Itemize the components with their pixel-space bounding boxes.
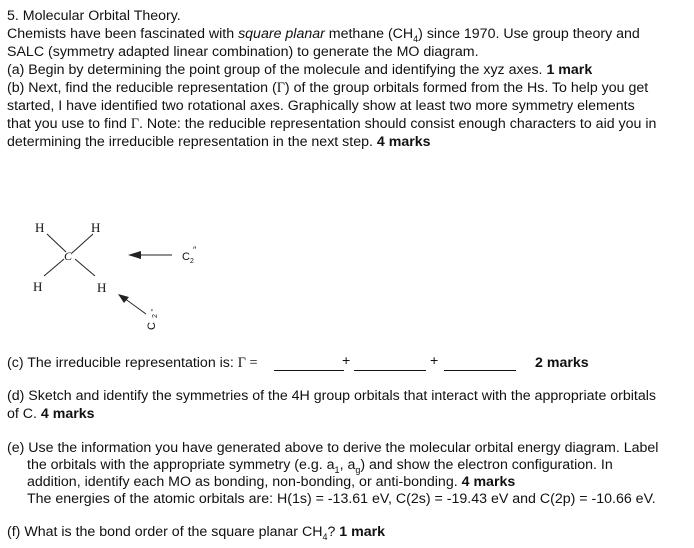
c2-prime-sub: 2 <box>152 314 159 318</box>
part-b-marks: 4 marks <box>376 134 431 150</box>
h-atom-top-left: H <box>35 220 45 235</box>
equals-sign: = <box>246 355 258 371</box>
part-b-line-2: started, I have identified two rotational axes. Graphically show at least two more symmetry elements <box>7 98 635 114</box>
subscript: g <box>355 464 361 475</box>
c2-double-prime-label: C <box>182 251 190 263</box>
part-d-line-1: (d) Sketch and identify the symmetries of the 4H group orbitals that interact with the appropriate orbitals <box>7 388 657 404</box>
c2-double-prime-sub: 2 <box>190 258 194 265</box>
prime-mark: ' <box>151 308 153 319</box>
part-b-text: ) of the group orbitals formed from the Hs. To help you get <box>284 80 649 96</box>
part-e-text: addition, identify each MO as bonding, non-bonding, or anti-bonding. <box>27 474 458 490</box>
part-e-line-4: The energies of the atomic orbitals are: H(1s) = -13.61 eV, C(2s) = -19.43 eV and C(2p) = -10.66 eV. <box>27 491 656 507</box>
part-b-text: (b) Next, find the reducible representation ( <box>7 80 277 96</box>
subscript: 4 <box>322 531 328 542</box>
plus-sign-2: + <box>430 353 439 369</box>
part-d-text: of C. <box>7 406 37 422</box>
c2-prime-label: C <box>146 322 158 330</box>
intro-text: methane (CH <box>324 26 414 42</box>
part-f-text: (f) What is the bond order of the square planar CH <box>7 524 323 540</box>
part-b-text: . Note: the reducible representation should consist enough characters to aid you in <box>139 116 657 132</box>
h-atom-bottom-left: H <box>33 279 43 294</box>
arrowhead-left-icon <box>128 251 141 259</box>
part-a-marks: 1 mark <box>546 62 593 78</box>
subscript: 1 <box>334 464 340 475</box>
intro-emphasis: square planar <box>238 26 325 42</box>
part-e-line-3 <box>27 474 515 491</box>
answer-blank-2[interactable] <box>354 370 426 371</box>
part-e-text: the orbitals with the appropriate symmetry (e.g. a <box>27 457 335 473</box>
part-e-marks: 4 marks <box>461 474 516 490</box>
part-a-text: (a) Begin by determining the point group of the molecule and identifying the xyz axes. <box>7 62 543 78</box>
subscript: 4 <box>413 33 419 44</box>
gamma-symbol: Γ <box>237 355 246 371</box>
bond-bottom-left <box>44 259 64 276</box>
part-b-text: that you use to find <box>7 116 131 132</box>
part-c <box>7 355 258 372</box>
intro-text: ) since 1970. Use group theory and <box>418 26 640 42</box>
part-c-text: (c) The irreducible representation is: <box>7 355 238 371</box>
answer-blank-3[interactable] <box>444 370 516 371</box>
part-d-marks: 4 marks <box>40 406 95 422</box>
gamma-symbol: Γ <box>130 116 140 132</box>
part-e-line-1: (e) Use the information you have generated above to derive the molecular orbital energy diagram. Label <box>7 440 659 456</box>
arrowhead-diagonal-icon <box>118 294 129 303</box>
part-f-text: ? <box>327 524 336 540</box>
bond-bottom-right <box>75 259 95 276</box>
intro-text: Chemists have been fascinated with <box>7 26 239 42</box>
bond-top-right <box>72 234 93 253</box>
part-c-marks: 2 marks <box>535 355 589 371</box>
answer-blank-1[interactable] <box>274 370 344 371</box>
h-atom-top-right: H <box>91 220 101 235</box>
c-atom: C <box>64 249 73 263</box>
part-e-text: , a <box>339 457 356 473</box>
question-title: 5. Molecular Orbital Theory. <box>7 8 181 24</box>
part-f-marks: 1 mark <box>339 524 386 540</box>
gamma-symbol: Γ <box>276 80 285 96</box>
part-b-text: determining the irreducible representation in the next step. <box>7 134 373 150</box>
double-prime-mark: ″ <box>193 245 197 255</box>
part-d-line-2 <box>7 406 95 423</box>
plus-sign-1: + <box>342 353 351 369</box>
part-e-text: ) and show the electron configuration. In <box>360 457 613 473</box>
part-f <box>7 524 385 546</box>
intro-line-2: SALC (symmetry adapted linear combination) to generate the MO diagram. <box>7 44 479 60</box>
h-atom-bottom-right: H <box>97 280 107 295</box>
c2-prime-arrow <box>124 298 146 314</box>
